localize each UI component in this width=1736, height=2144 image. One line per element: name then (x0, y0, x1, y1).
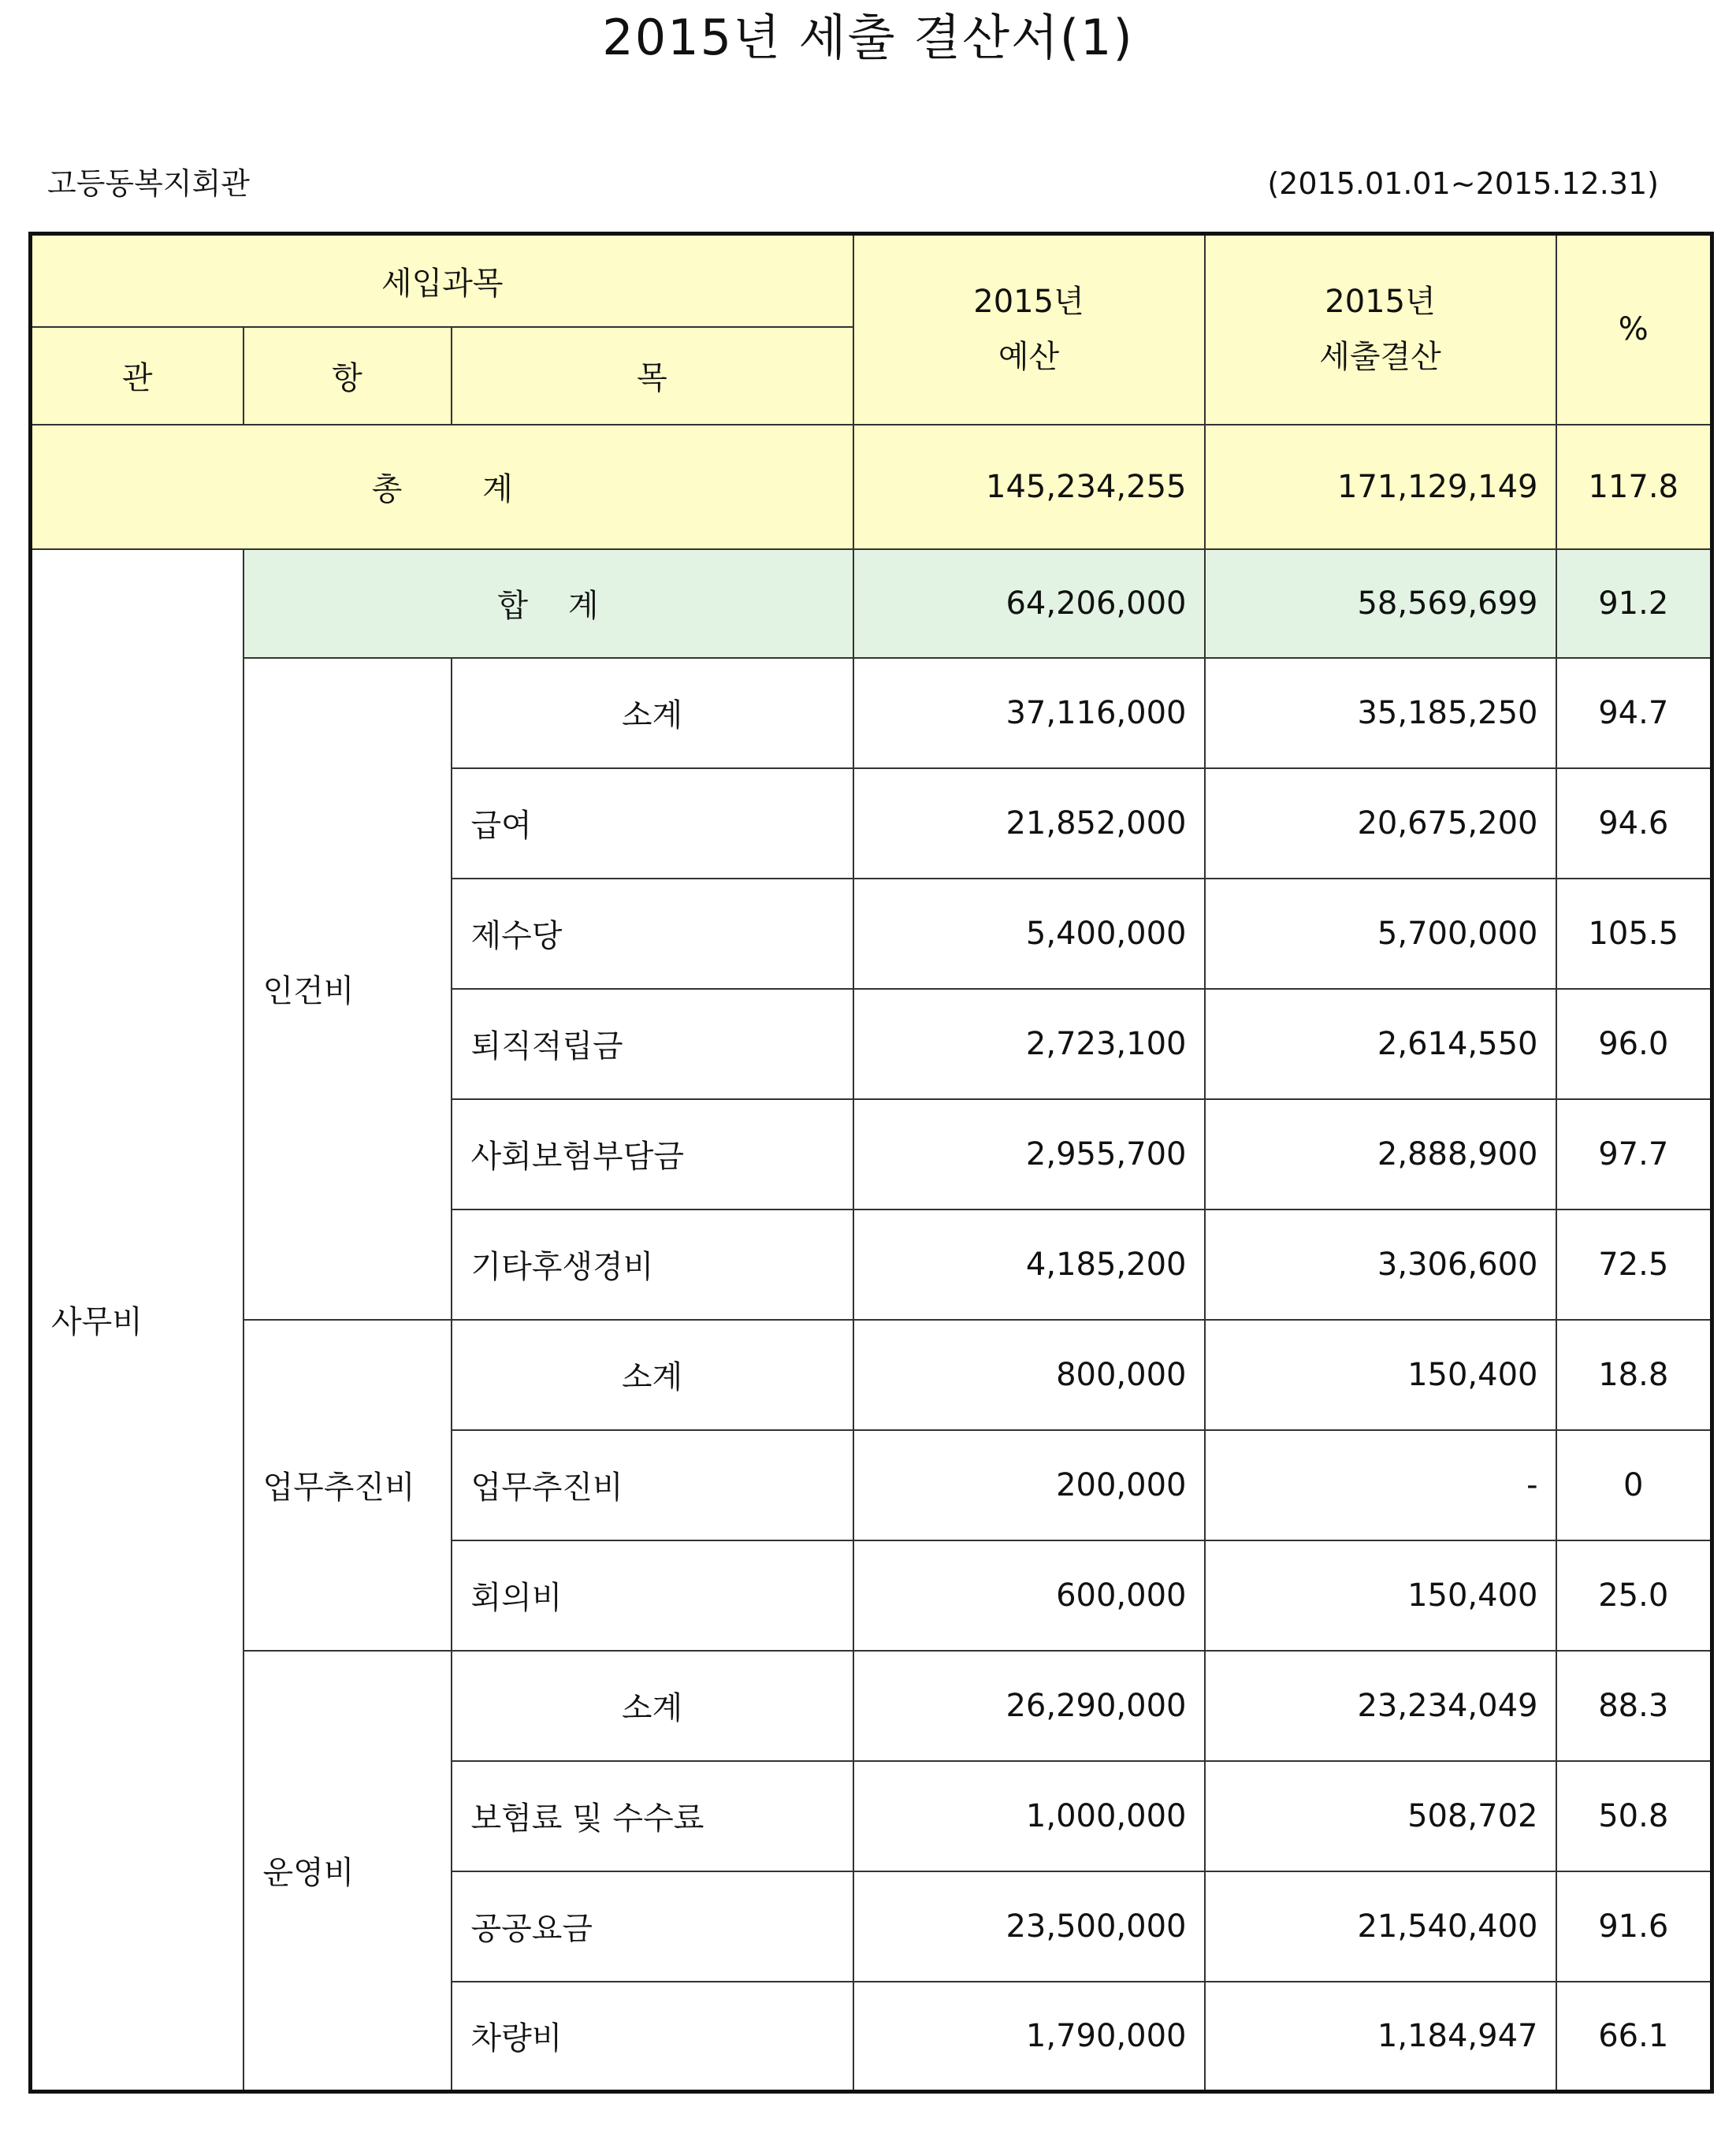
subtotal-label: 소계 (452, 658, 853, 768)
sum-row (31, 549, 1712, 658)
header-budget-year: 2015년 (973, 284, 1084, 321)
organization-name: 고등동복지회관 (47, 166, 250, 201)
mok-cell: 기타후생경비 (452, 1209, 853, 1320)
subtotal-budget: 800,000 (853, 1320, 1205, 1430)
budget-cell: 21,852,000 (853, 768, 1205, 879)
page-title: 2015년 세출 결산서(1) (602, 9, 1134, 66)
sum-budget: 64,206,000 (853, 549, 1205, 658)
mok-cell: 회의비 (452, 1540, 853, 1651)
subtotal-pct: 88.3 (1556, 1651, 1712, 1761)
pct-cell: 94.6 (1556, 768, 1712, 879)
settlement-cell: 21,540,400 (1205, 1871, 1556, 1982)
settlement-cell: 150,400 (1205, 1540, 1556, 1651)
total-settlement: 171,129,149 (1205, 425, 1556, 549)
subtotal-label: 소계 (452, 1651, 853, 1761)
mok-cell: 사회보험부담금 (452, 1099, 853, 1209)
total-label: 총 계 (31, 425, 853, 549)
settlement-cell: 508,702 (1205, 1761, 1556, 1871)
budget-cell: 4,185,200 (853, 1209, 1205, 1320)
mok-cell: 제수당 (452, 879, 853, 989)
mok-cell: 차량비 (452, 1982, 853, 2092)
header-settlement-year: 2015년 (1325, 284, 1436, 321)
settlement-cell: 5,700,000 (1205, 879, 1556, 989)
budget-cell: 2,723,100 (853, 989, 1205, 1099)
header-budget-label: 예산 (998, 339, 1060, 376)
subtotal-budget: 37,116,000 (853, 658, 1205, 768)
pct-cell: 91.6 (1556, 1871, 1712, 1982)
pct-cell: 0 (1556, 1430, 1712, 1540)
subtotal-row (31, 1651, 1712, 1761)
total-budget: 145,234,255 (853, 425, 1205, 549)
budget-cell: 1,000,000 (853, 1761, 1205, 1871)
sum-settlement: 58,569,699 (1205, 549, 1556, 658)
mok-cell: 급여 (452, 768, 853, 879)
sum-label: 합 계 (243, 549, 853, 658)
budget-cell: 1,790,000 (853, 1982, 1205, 2092)
subtotal-row (31, 658, 1712, 768)
gwan-cell: 사무비 (31, 549, 243, 2092)
settlement-table (28, 232, 1714, 2094)
header-settlement (1205, 234, 1556, 425)
budget-cell: 600,000 (853, 1540, 1205, 1651)
settlement-cell: 2,614,550 (1205, 989, 1556, 1099)
sum-pct: 91.2 (1556, 549, 1712, 658)
mok-cell: 보험료 및 수수료 (452, 1761, 853, 1871)
subtotal-pct: 18.8 (1556, 1320, 1712, 1430)
header-hang: 항 (243, 327, 452, 425)
header-group: 세입과목 (31, 234, 853, 327)
subtotal-settlement: 23,234,049 (1205, 1651, 1556, 1761)
budget-cell: 2,955,700 (853, 1099, 1205, 1209)
header-gwan: 관 (31, 327, 243, 425)
settlement-cell: 3,306,600 (1205, 1209, 1556, 1320)
period-range: (2015.01.01~2015.12.31) (1267, 166, 1659, 201)
settlement-cell: 1,184,947 (1205, 1982, 1556, 2092)
mok-cell: 퇴직적립금 (452, 989, 853, 1099)
header-row (31, 234, 1712, 327)
pct-cell: 25.0 (1556, 1540, 1712, 1651)
pct-cell: 105.5 (1556, 879, 1712, 989)
budget-cell: 23,500,000 (853, 1871, 1205, 1982)
settlement-cell: 20,675,200 (1205, 768, 1556, 879)
pct-cell: 97.7 (1556, 1099, 1712, 1209)
header-mok: 목 (452, 327, 853, 425)
subtotal-label: 소계 (452, 1320, 853, 1430)
pct-cell: 72.5 (1556, 1209, 1712, 1320)
pct-cell: 96.0 (1556, 989, 1712, 1099)
subtotal-settlement: 35,185,250 (1205, 658, 1556, 768)
settlement-cell: - (1205, 1430, 1556, 1540)
hang-cell: 업무추진비 (243, 1320, 452, 1651)
budget-cell: 5,400,000 (853, 879, 1205, 989)
subtotal-budget: 26,290,000 (853, 1651, 1205, 1761)
subtotal-settlement: 150,400 (1205, 1320, 1556, 1430)
hang-cell: 운영비 (243, 1651, 452, 2092)
mok-cell: 업무추진비 (452, 1430, 853, 1540)
header-pct: % (1556, 234, 1712, 425)
hang-cell: 인건비 (243, 658, 452, 1320)
subtotal-row (31, 1320, 1712, 1430)
settlement-cell: 2,888,900 (1205, 1099, 1556, 1209)
total-pct: 117.8 (1556, 425, 1712, 549)
budget-cell: 200,000 (853, 1430, 1205, 1540)
pct-cell: 66.1 (1556, 1982, 1712, 2092)
total-row (31, 425, 1712, 549)
pct-cell: 50.8 (1556, 1761, 1712, 1871)
header-budget (853, 234, 1205, 425)
header-settlement-label: 세출결산 (1319, 339, 1441, 376)
subtotal-pct: 94.7 (1556, 658, 1712, 768)
mok-cell: 공공요금 (452, 1871, 853, 1982)
